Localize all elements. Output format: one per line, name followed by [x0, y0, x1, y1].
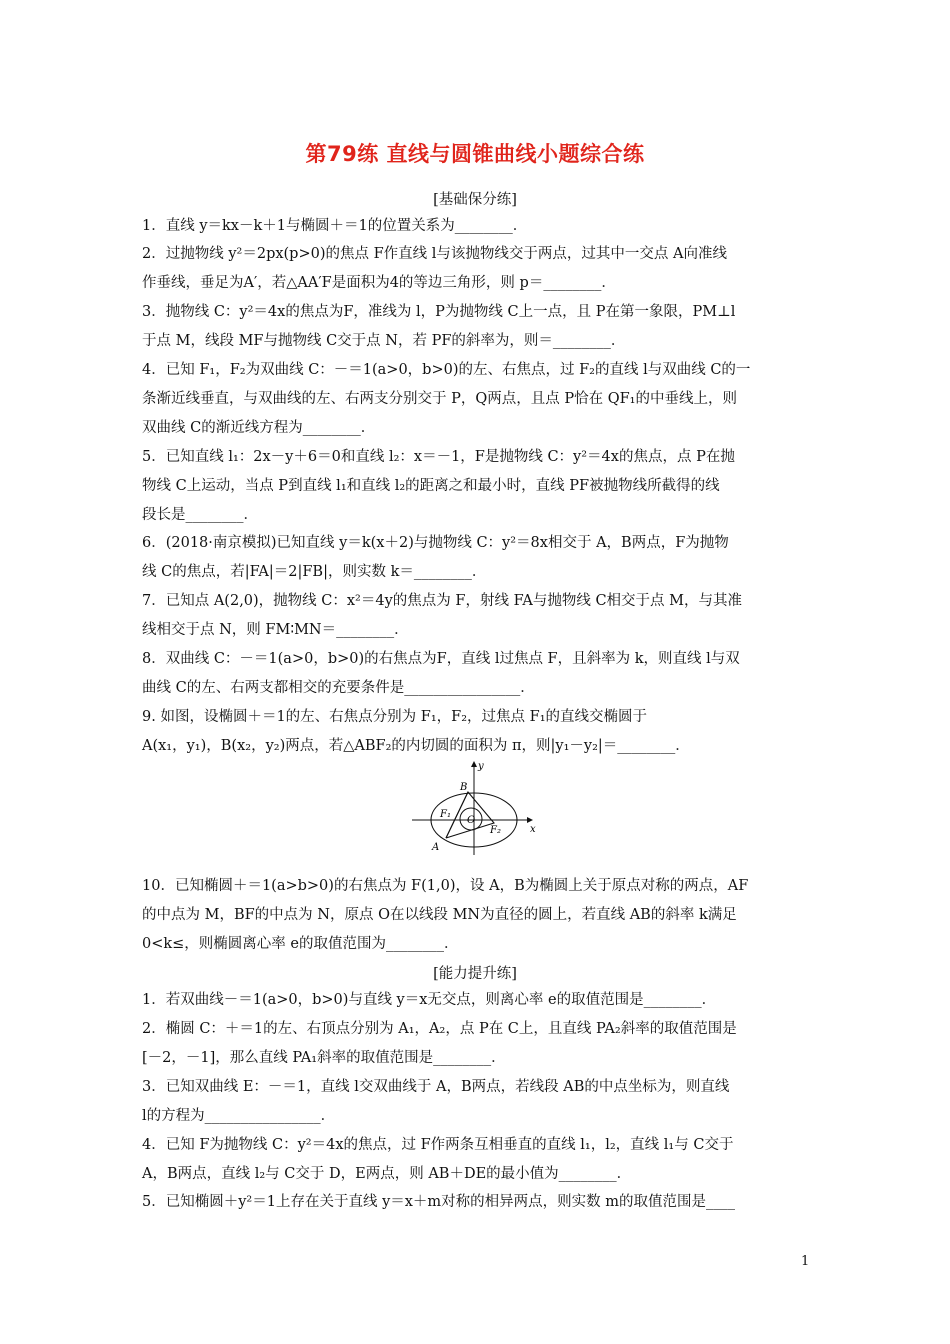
text-line: 5．已知椭圆＋y²＝1上存在关于直线 y＝x＋m对称的相异两点，则实数 m的取值范围是____	[142, 1194, 736, 1210]
text-line: 作垂线，垂足为A′，若△AA′F是面积为4的等边三角形，则 p＝________．	[142, 275, 616, 291]
text-line: 双曲线 C的渐近线方程为________．	[142, 420, 376, 436]
text-line: 曲线 C的左、右两支都相交的充要条件是________________．	[142, 680, 535, 696]
text-line: 线相交于点 N，则 FM∶MN＝________．	[142, 622, 409, 638]
text-line: A，B两点，直线 l₂与 C交于 D，E两点，则 AB＋DE的最小值为________．	[142, 1166, 632, 1182]
text-line: 7．已知点 A(2,0)，抛物线 C：x²＝4y的焦点为 F，射线 FA与抛物线 C相交于点 M，与其准	[142, 593, 742, 609]
text-line: 1．直线 y＝kx－k＋1与椭圆＋＝1的位置关系为________．	[142, 218, 528, 234]
text-line: 10．已知椭圆＋＝1(a>b>0)的右焦点为 F(1,0)，设 A，B为椭圆上关于原点对称的两点，AF	[142, 878, 749, 894]
text-line: [－2，－1]，那么直线 PA₁斜率的取值范围是________．	[142, 1050, 506, 1066]
text-line: 2．椭圆 C：＋＝1的左、右顶点分别为 A₁，A₂，点 P在 C上，且直线 PA₂斜率的取值范围是	[142, 1021, 737, 1037]
text-line: 8．双曲线 C：－＝1(a>0，b>0)的右焦点为F，直线 l过焦点 F，且斜率为 k，则直线 l与双	[142, 651, 740, 667]
text-line: A(x₁，y₁)，B(x₂，y₂)两点，若△ABF₂的内切圆的面积为 π，则|y₁－y₂|＝________．	[142, 738, 690, 754]
page-number: 1	[801, 1254, 810, 1269]
label-f2: F₂	[490, 825, 501, 836]
label-b: B	[460, 782, 468, 793]
text-line: 5．已知直线 l₁：2x－y＋6＝0和直线 l₂：x＝－1，F是抛物线 C：y²＝4x的焦点，点 P在抛	[142, 449, 735, 465]
text-line: 6．(2018·南京模拟)已知直线 y＝k(x＋2)与抛物线 C：y²＝8x相交于 A，B两点，F为抛物	[142, 535, 729, 551]
text-line: 4．已知 F₁，F₂为双曲线 C：－＝1(a>0，b>0)的左、右焦点，过 F₂的直线 l与双曲线 C的一	[142, 362, 751, 378]
text-line: 3．已知双曲线 E：－＝1，直线 l交双曲线于 A，B两点，若线段 AB的中点坐标为，则直线	[142, 1079, 730, 1095]
text-line: 9. 如图，设椭圆＋＝1的左、右焦点分别为 F₁，F₂，过焦点 F₁的直线交椭圆于	[142, 709, 648, 725]
label-x: x	[530, 824, 536, 835]
text-line: 线 C的焦点，若|FA|＝2|FB|，则实数 k＝________．	[142, 564, 487, 580]
section-heading-basic: [基础保分练]	[433, 192, 517, 208]
text-line: 条渐近线垂直，与双曲线的左、右两支分别交于 P，Q两点，且点 P恰在 QF₁的中垂线上，则	[142, 391, 737, 407]
text-line: 3．抛物线 C：y²＝4x的焦点为F，准线为 l，P为抛物线 C上一点，且 P在第一象限，PM⊥l	[142, 304, 736, 320]
text-line: 2．过抛物线 y²＝2px(p>0)的焦点 F作直线 l与该抛物线交于两点，过其中一交点 A向准线	[142, 246, 727, 262]
text-line: 物线 C上运动，当点 P到直线 l₁和直线 l₂的距离之和最小时，直线 PF被抛物线所截得的线	[142, 478, 720, 494]
text-line: 的中点为 M，BF的中点为 N，原点 O在以线段 MN为直径的圆上，若直线 AB的斜率 k满足	[142, 907, 737, 923]
label-a: A	[432, 842, 440, 853]
text-line: 4．已知 F为抛物线 C：y²＝4x的焦点，过 F作两条互相垂直的直线 l₁，l₂，直线 l₁与 C交于	[142, 1137, 734, 1153]
label-o: O	[467, 815, 476, 826]
label-y: y	[478, 761, 484, 772]
text-line: 1．若双曲线－＝1(a>0，b>0)与直线 y＝x无交点，则离心率 e的取值范围是________．	[142, 992, 717, 1008]
page-title: 第79练 直线与圆锥曲线小题综合练	[305, 142, 645, 166]
label-f1: F₁	[440, 809, 451, 820]
text-line: 0<k≤，则椭圆离心率 e的取值范围为________．	[142, 936, 459, 952]
ellipse-figure	[408, 757, 543, 857]
text-line: 于点 M，线段 MF与抛物线 C交于点 N，若 PF的斜率为，则＝________．	[142, 333, 626, 349]
text-line: 段长是________．	[142, 507, 258, 523]
section-heading-advanced: [能力提升练]	[433, 966, 517, 982]
text-line: l的方程为________________．	[142, 1108, 336, 1124]
